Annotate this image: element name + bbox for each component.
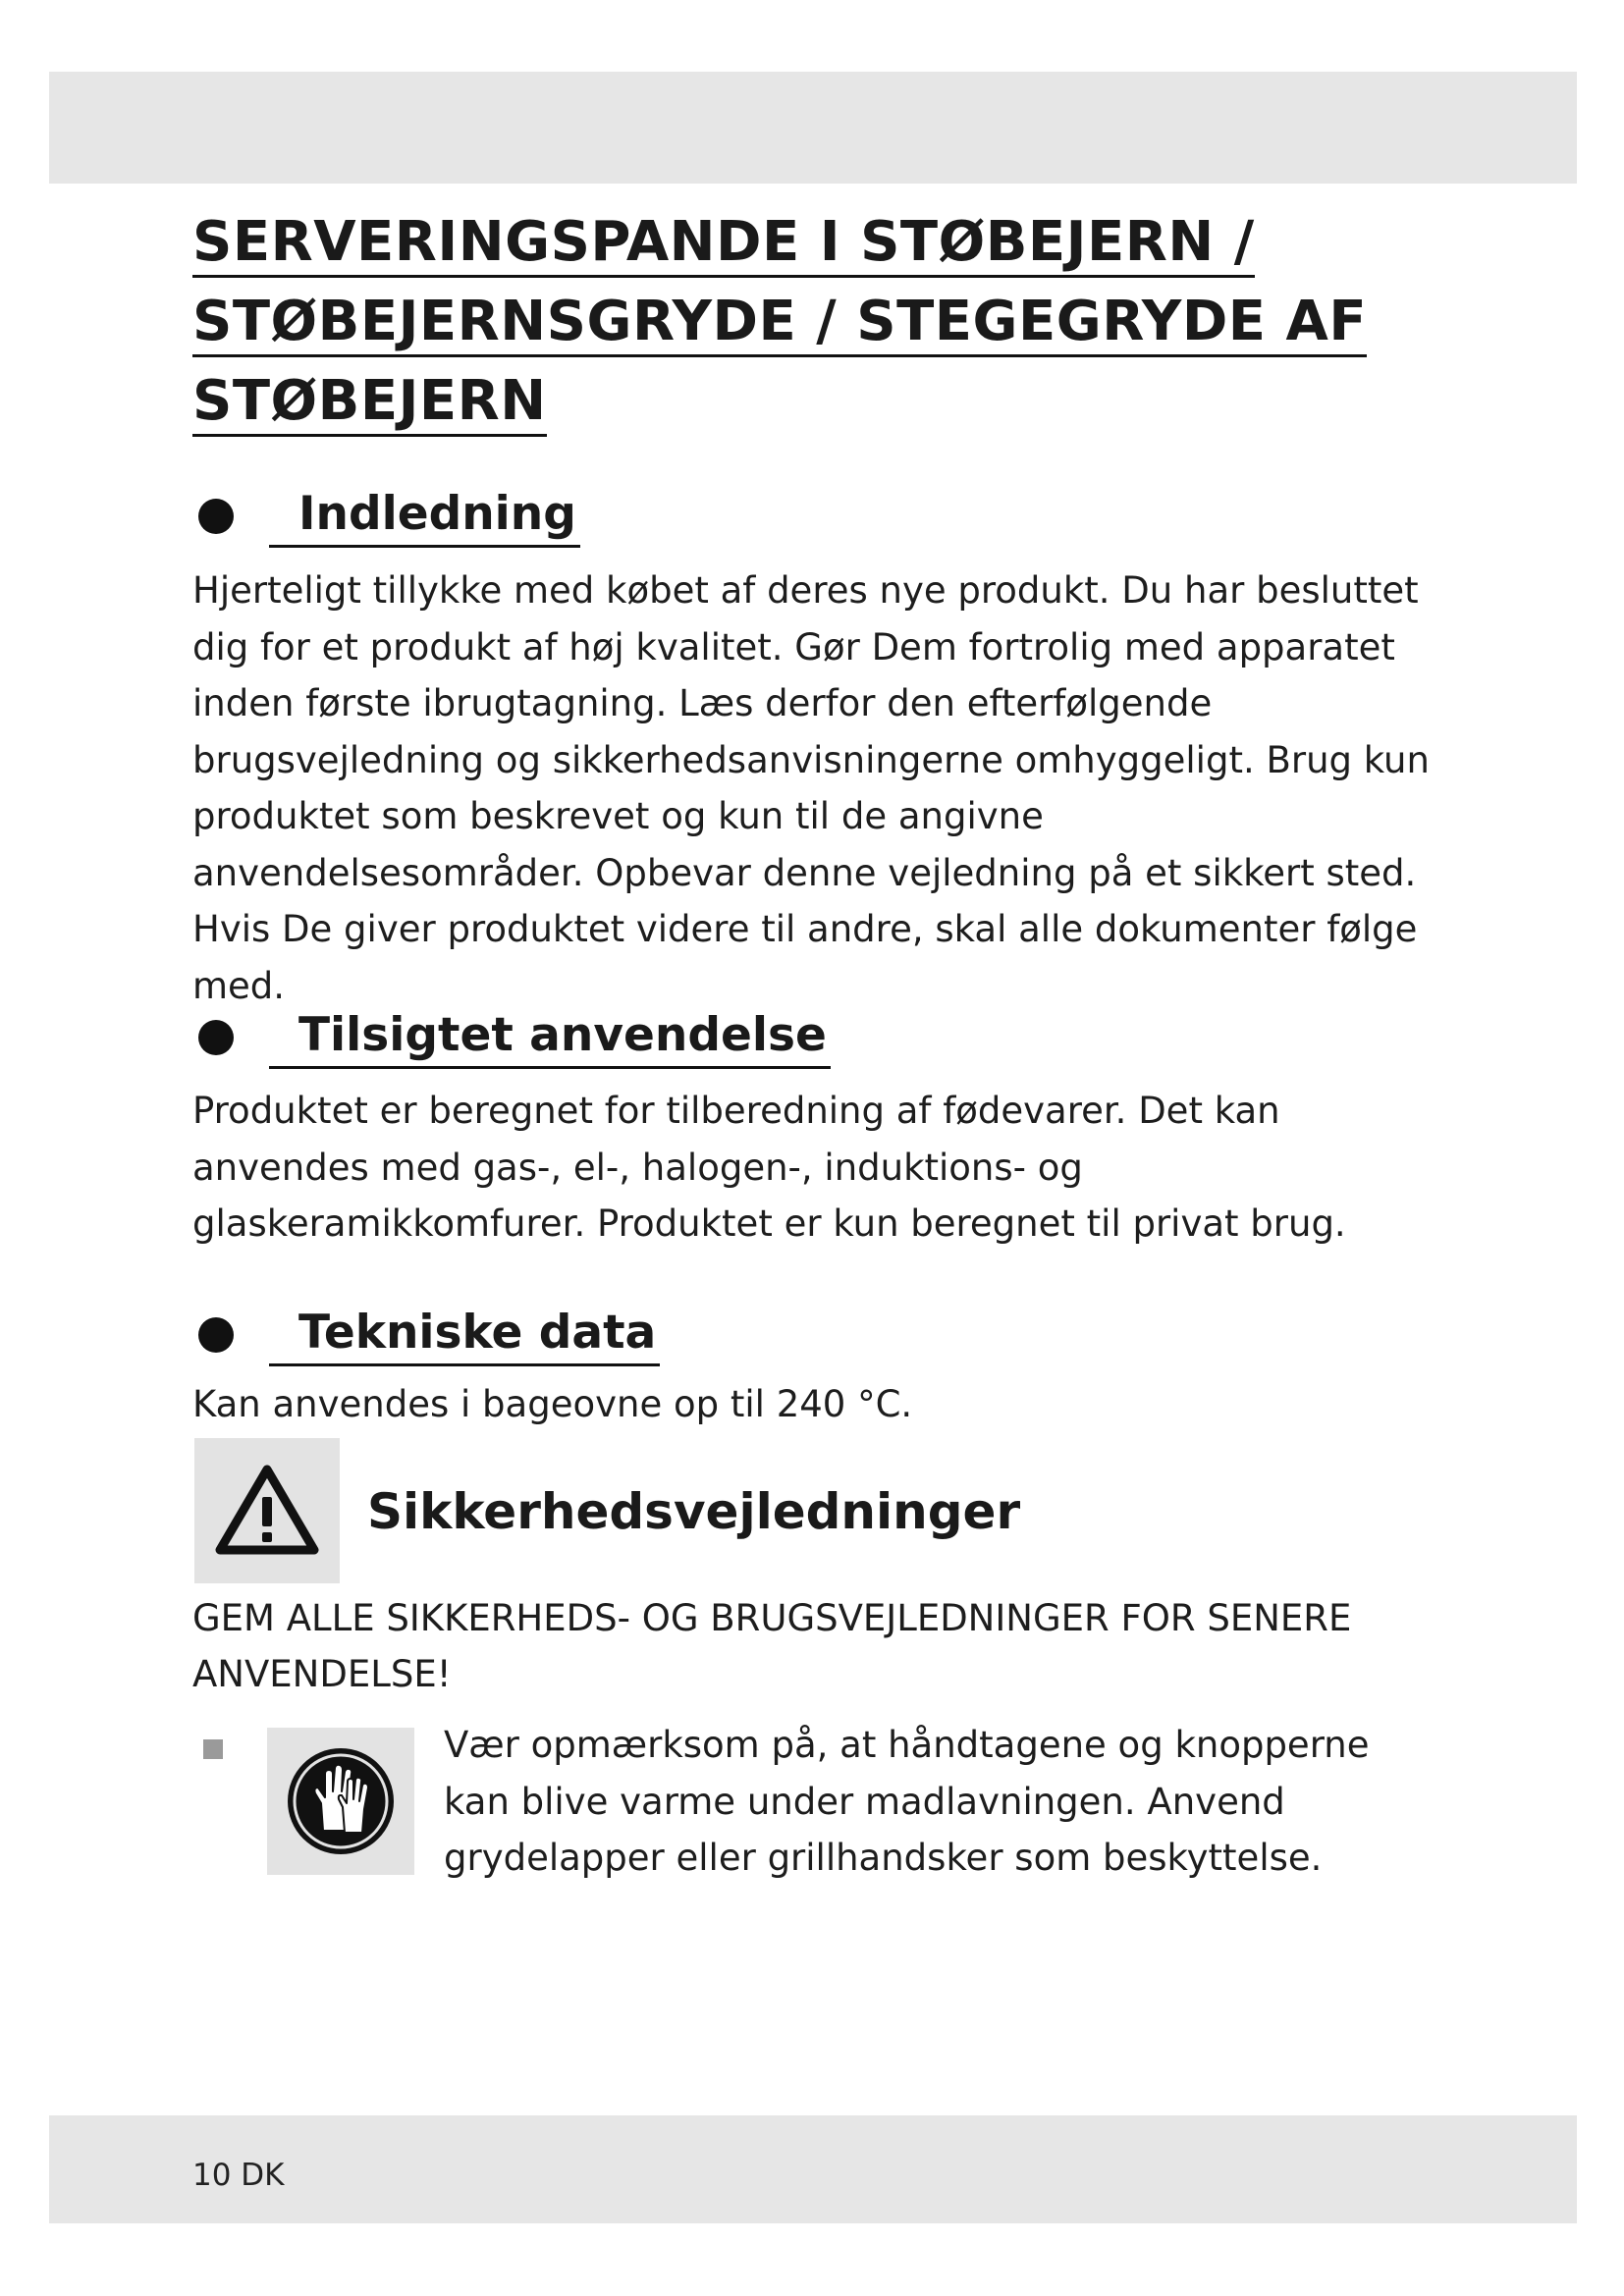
- warning-triangle-icon: [194, 1438, 340, 1583]
- bullet-dot-icon: [198, 1317, 234, 1353]
- document-title: [192, 206, 1368, 445]
- title-line: STØBEJERNSGRYDE / STEGEGRYDE AF: [192, 290, 1367, 357]
- header-band: [49, 72, 1577, 184]
- section-heading-intro: [198, 487, 580, 546]
- intended-use-paragraph: Produktet er beregnet for tilberedning af fødevarer. Det kan anvendes med gas-, el-, halogen-, induktions- og glaskeramikkomfurer. Produktet er kun beregnet til privat brug.: [192, 1090, 1346, 1245]
- protective-gloves-icon: [267, 1728, 414, 1875]
- safety-heading: Sikkerhedsvejledninger: [367, 1483, 1021, 1540]
- section-heading-intended-use: [198, 1008, 831, 1067]
- bullet-dot-icon: [198, 1020, 234, 1055]
- technical-paragraph: Kan anvendes i bageovne op til 240 °C.: [192, 1383, 913, 1425]
- title-line: SERVERINGSPANDE I STØBEJERN /: [192, 210, 1255, 278]
- section-title: Indledning: [269, 486, 580, 548]
- page-number: 10 DK: [192, 2158, 285, 2193]
- section-title: Tekniske data: [269, 1305, 660, 1366]
- section-title: Tilsigtet anvendelse: [269, 1007, 831, 1069]
- intro-paragraph: Hjerteligt tillykke med købet af deres nye produkt. Du har besluttet dig for et produkt af høj kvalitet. Gør Dem fortrolig med apparatet inden første ibrugtagning. Læs derfor den efterfølgende brugsvejledning og sikkerhedsanvisningerne omhyggeligt. Brug kun produktet som beskrevet og kun til de angivne anvendelsesområder. Opbevar denne vejledning på et sikkert sted. Hvis De giver produktet videre til andre, skal alle dokumenter følge med.: [192, 569, 1430, 1007]
- section-heading-technical: [198, 1306, 660, 1364]
- square-bullet-icon: [203, 1739, 223, 1759]
- bullet-dot-icon: [198, 499, 234, 534]
- safety-caps-notice: GEM ALLE SIKKERHEDS- OG BRUGSVEJLEDNINGER FOR SENERE ANVENDELSE!: [192, 1597, 1352, 1695]
- safety-item-text: Vær opmærksom på, at håndtagene og knopperne kan blive varme under madlavningen. Anvend grydelapper eller grillhandsker som beskyttelse.: [444, 1724, 1370, 1879]
- title-line: STØBEJERN: [192, 369, 547, 437]
